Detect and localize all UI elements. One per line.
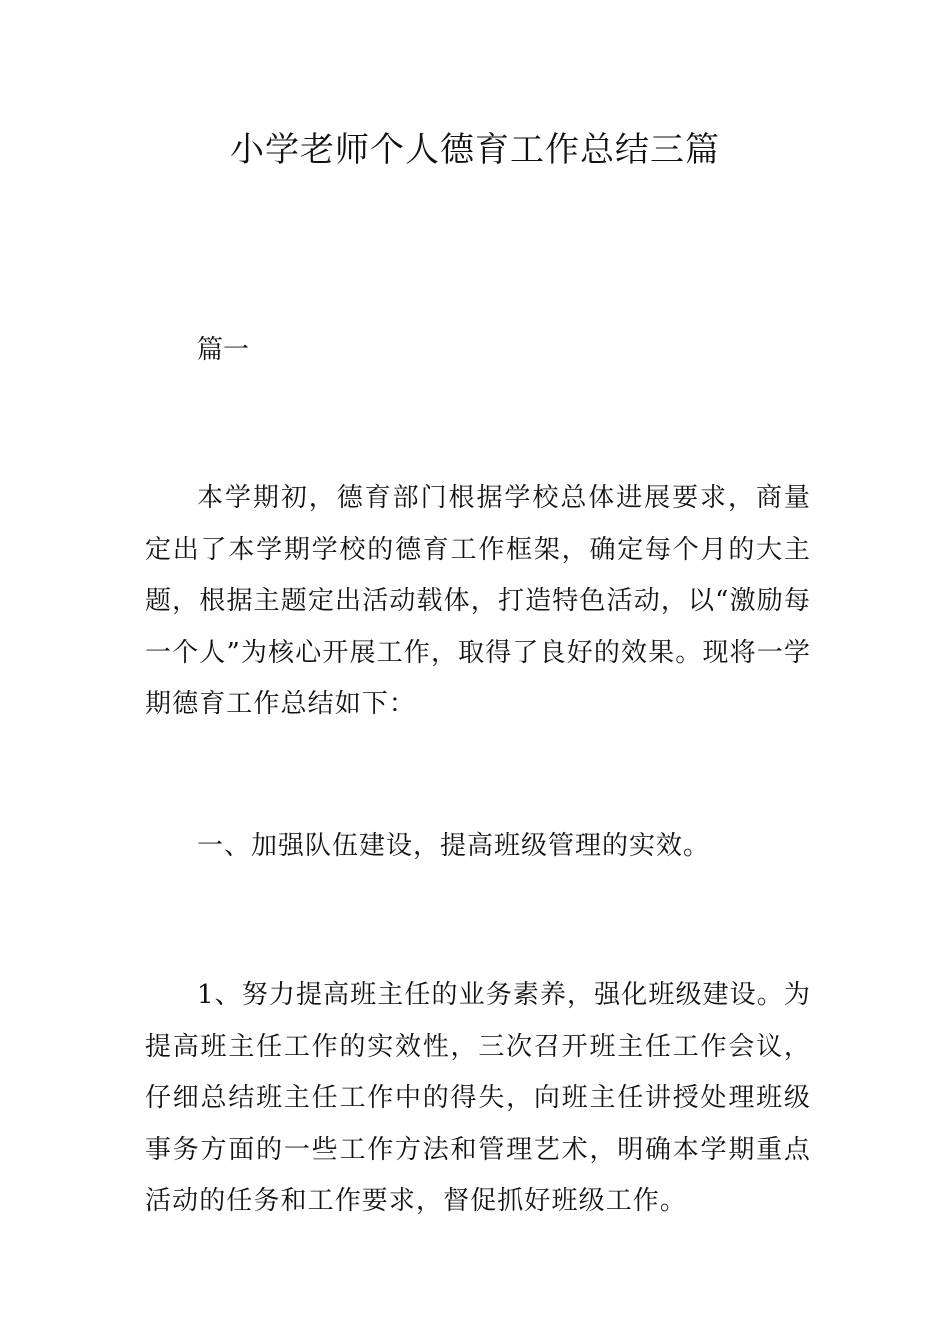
document-title: 小学老师个人德育工作总结三篇 [230,130,720,170]
part-label: 篇一 [197,335,250,365]
section-heading: 一、加强队伍建设，提高班级管理的实效。 [197,831,711,861]
section-item-paragraph: 1、努力提高班主任的业务素养，强化班级建设。为提高班主任工作的实效性，三次召开班主任工作会议，仔细总结班主任工作中的得失，向班主任讲授处理班级事务方面的一些工作方法和管理艺术，明确本学期重点活动的任务和工作要求，督促抓好班级工作。 [145,980,811,1216]
intro-paragraph: 本学期初，德育部门根据学校总体进展要求，商量定出了本学期学校的德育工作框架，确定每个月的大主题，根据主题定出活动载体，打造特色活动，以“激励每一个人”为核心开展工作，取得了良好的效果。现将一学期德育工作总结如下： [145,483,811,719]
